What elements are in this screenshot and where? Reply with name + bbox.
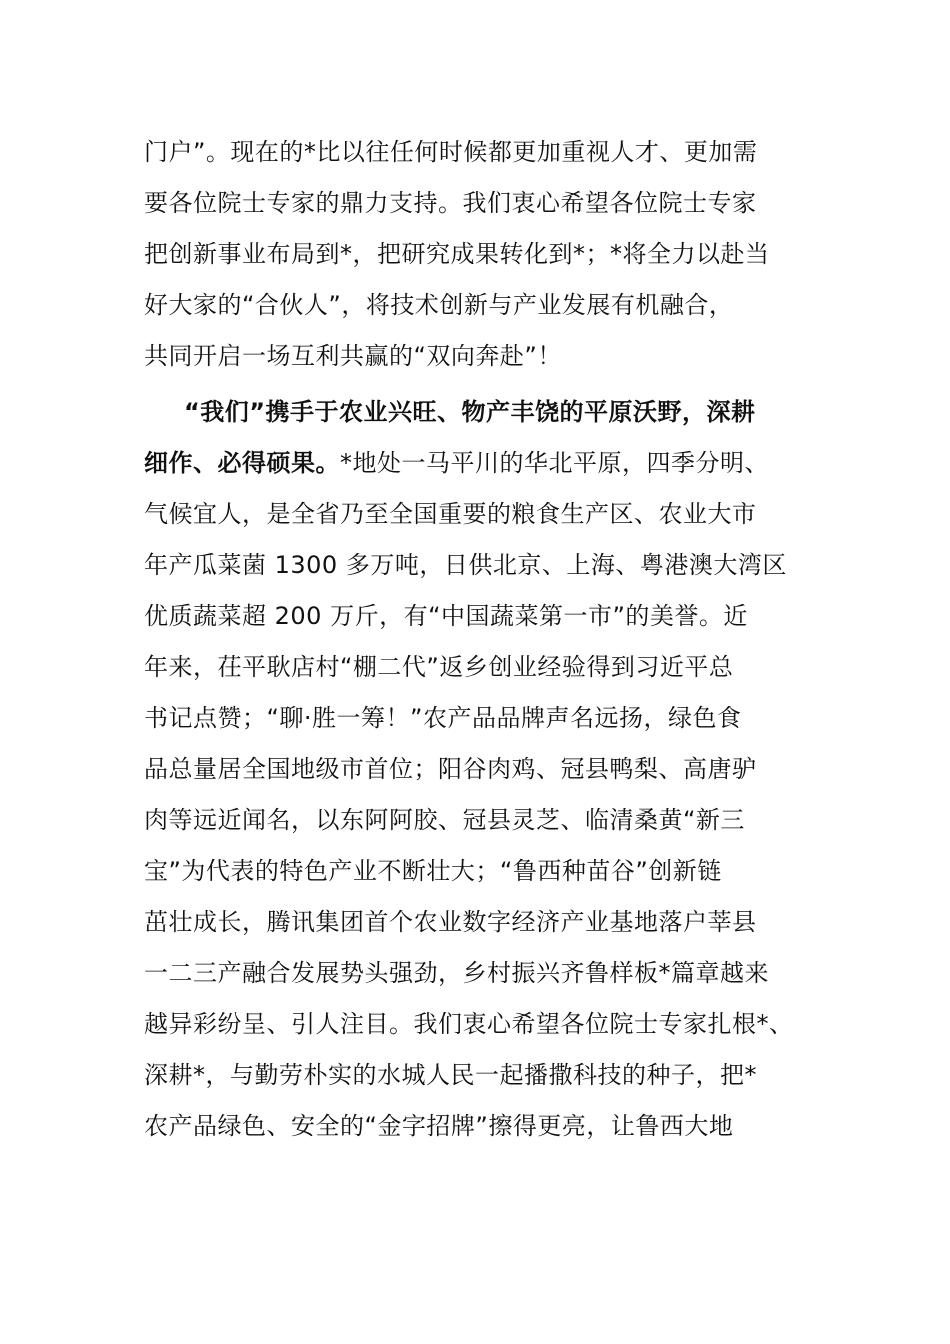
paragraph-2-line: 茁壮成长，腾讯集团首个农业数字经济产业基地落户莘县 (144, 908, 757, 936)
paragraph-2-line: 品总量居全国地级市首位；阳谷肉鸡、冠县鸭梨、高唐驴 (144, 755, 757, 783)
paragraph-2-line: 越异彩纷呈、引人注目。我们衷心希望各位院士专家扎根*、 (144, 1010, 794, 1038)
paragraph-2-line: 农产品绿色、安全的“金字招牌”擦得更亮，让鲁西大地 (144, 1112, 734, 1140)
paragraph-2-line: 年产瓜菜菌 1300 多万吨，日供北京、上海、粤港澳大湾区 (144, 551, 787, 579)
paragraph-2-heading-text: “我们”携手于农业兴旺、物产丰饶的平原沃野，深耕 (184, 398, 756, 426)
paragraph-2-heading-line (144, 387, 814, 438)
paragraph-2-line: 深耕*，与勤劳朴实的水城人民一起播撒科技的种子，把* (144, 1061, 757, 1089)
paragraph-1-line: 共同开启一场互利共赢的“双向奔赴”！ (144, 342, 562, 370)
paragraph-2-line-text: *地处一马平川的华北平原，四季分明、 (340, 449, 769, 477)
paragraph-1-line: 要各位院士专家的鼎力支持。我们衷心希望各位院士专家 (144, 189, 757, 217)
paragraph-2-line: 宝”为代表的特色产业不断壮大；“鲁西种苗谷”创新链 (144, 857, 722, 885)
paragraph-2-line: 优质蔬菜超 200 万斤，有“中国蔬菜第一市”的美誉。近 (144, 602, 748, 630)
paragraph-2-line: 一二三产融合发展势头强劲，乡村振兴齐鲁样板*篇章越来 (144, 959, 769, 987)
paragraph-2-line: 气候宜人，是全省乃至全国重要的粮食生产区、农业大市 (144, 500, 757, 528)
paragraph-1-line: 门户”。现在的*比以往任何时候都更加重视人才、更加需 (144, 138, 758, 166)
paragraph-1-line: 把创新事业布局到*，把研究成果转化到*；*将全力以赴当 (144, 240, 770, 268)
paragraph-2-line: 书记点赞；“聊·胜一筹！”农产品品牌声名远扬，绿色食 (144, 704, 742, 732)
paragraph-2-line: 肉等远近闻名，以东阿阿胶、冠县灵芝、临清桑黄“新三 (144, 806, 745, 834)
paragraph-1 (144, 127, 814, 382)
paragraph-2-line: 年来，茌平耿店村“棚二代”返乡创业经验得到习近平总 (144, 653, 734, 681)
paragraph-2-line (144, 438, 814, 489)
paragraph-1-line: 好大家的“合伙人”，将技术创新与产业发展有机融合， (144, 291, 734, 319)
paragraph-2-heading-tail: 细作、必得硕果。 (144, 449, 340, 477)
paragraph-2 (144, 387, 814, 1152)
